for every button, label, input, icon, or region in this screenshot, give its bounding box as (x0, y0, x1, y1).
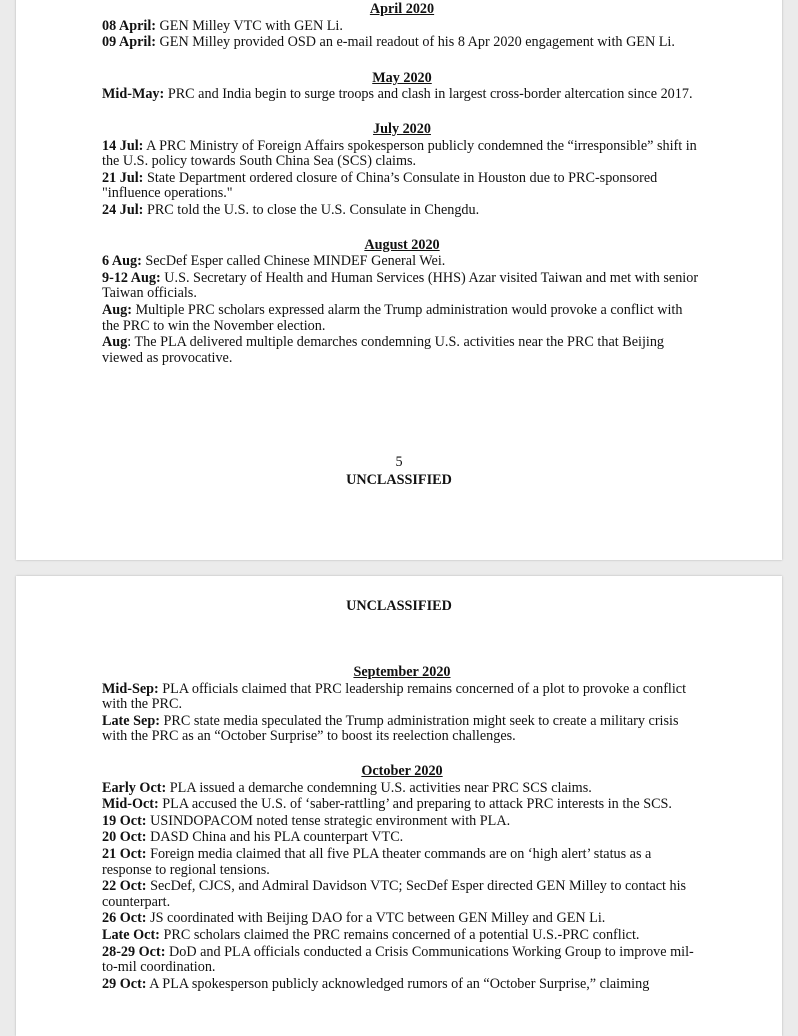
entry-text: GEN Milley provided OSD an e-mail readout of his 8 Apr 2020 engagement with GEN Li. (156, 34, 675, 51)
entry-text: PRC state media speculated the Trump administration might seek to create a military crisis with the PRC as an “October Surprise” to boost its reelection challenges. (102, 712, 679, 745)
section-july-2020 (102, 122, 702, 219)
entry-date: 6 Aug: (102, 253, 142, 270)
entry-text: Foreign media claimed that all five PLA theater commands are on ‘high alert’ status as a response to regional tensions. (102, 845, 652, 878)
timeline-entry (102, 911, 702, 927)
entry-date: 19 Oct: (102, 812, 147, 829)
entry-date: Mid-Oct: (102, 796, 159, 813)
entry-date: Aug: (102, 301, 132, 318)
timeline-entry (102, 171, 702, 202)
timeline-entry (102, 781, 702, 797)
timeline-entry (102, 847, 702, 878)
entry-text: DASD China and his PLA counterpart VTC. (146, 829, 404, 846)
timeline-entry (102, 203, 702, 219)
entry-date: 21 Jul: (102, 169, 144, 186)
entry-text: PLA accused the U.S. of ‘saber-rattling’ and preparing to attack PRC interests in the SCS. (158, 796, 672, 813)
section-april-2020 (102, 2, 702, 51)
timeline-entry (102, 87, 702, 103)
timeline-entry (102, 19, 702, 35)
timeline-entry (102, 830, 702, 846)
entry-text: PLA officials claimed that PRC leadership remains concerned of a plot to provoke a conflict with the PRC. (102, 680, 687, 713)
entry-date: 29 Oct: (102, 975, 147, 992)
entry-date: 09 April: (102, 34, 156, 51)
entry-text: GEN Milley VTC with GEN Li. (156, 17, 343, 34)
entry-text: A PRC Ministry of Foreign Affairs spokesperson publicly condemned the “irresponsible” shift in the U.S. policy towards South China Sea (SCS) claims. (102, 137, 697, 170)
section-heading: October 2020 (361, 762, 443, 779)
entry-date: 22 Oct: (102, 878, 147, 895)
page-6-body (102, 665, 702, 1011)
timeline-entry (102, 139, 702, 170)
entry-date: 20 Oct: (102, 829, 147, 846)
entry-text: PRC told the U.S. to close the U.S. Consulate in Chengdu. (143, 201, 480, 218)
timeline-entry (102, 271, 702, 302)
section-august-2020 (102, 238, 702, 367)
section-heading: April 2020 (369, 1, 435, 17)
timeline-entry (102, 814, 702, 830)
entry-text: PRC and India begin to surge troops and clash in largest cross-border altercation since 2017. (164, 86, 693, 103)
entry-text: State Department ordered closure of China’s Consulate in Houston due to PRC-sponsored "influence operations." (102, 169, 658, 202)
timeline-entry (102, 303, 702, 334)
entry-text: : The PLA delivered multiple demarches condemning U.S. activities near the PRC that Beijing viewed as provocative. (102, 334, 665, 366)
entry-text: SecDef, CJCS, and Admiral Davidson VTC; SecDef Esper directed GEN Milley to contact his counterpart. (102, 878, 687, 910)
timeline-entry (102, 879, 702, 910)
section-heading: May 2020 (372, 69, 432, 86)
entry-text: PLA issued a demarche condemning U.S. activities near PRC SCS claims. (166, 779, 592, 796)
entry-date: 14 Jul: (102, 137, 144, 154)
document-page-5 (16, 0, 782, 560)
entry-text: PRC scholars claimed the PRC remains concerned of a potential U.S.-PRC conflict. (159, 926, 640, 943)
entry-date: 9-12 Aug: (102, 269, 161, 286)
entry-date: 21 Oct: (102, 845, 147, 862)
entry-text: U.S. Secretary of Health and Human Services (HHS) Azar visited Taiwan and met with senior Taiwan officials. (102, 269, 699, 302)
timeline-entry (102, 35, 702, 51)
entry-date: Aug (102, 334, 128, 351)
entry-text: JS coordinated with Beijing DAO for a VTC between GEN Milley and GEN Li. (146, 910, 606, 927)
entry-text: USINDOPACOM noted tense strategic environment with PLA. (146, 812, 511, 829)
entry-date: 08 April: (102, 17, 156, 34)
entry-text: Multiple PRC scholars expressed alarm the Trump administration would provoke a conflict with the PRC to win the November election. (102, 301, 683, 334)
entry-text: DoD and PLA officials conducted a Crisis Communications Working Group to improve mil-to-mil coordination. (102, 943, 694, 976)
timeline-entry (102, 682, 702, 713)
section-may-2020 (102, 71, 702, 103)
section-september-2020 (102, 665, 702, 745)
entry-date: Early Oct: (102, 779, 167, 796)
entry-text: SecDef Esper called Chinese MINDEF General Wei. (141, 253, 446, 270)
section-october-2020 (102, 764, 702, 992)
timeline-entry (102, 254, 702, 270)
timeline-entry (102, 945, 702, 976)
page-number: 5 (395, 454, 403, 470)
entry-date: 28-29 Oct: (102, 943, 166, 960)
entry-date: Mid-Sep: (102, 680, 159, 697)
timeline-entry (102, 335, 702, 366)
timeline-entry (102, 714, 702, 745)
entry-date: Late Oct: (102, 926, 160, 943)
document-page-6 (16, 576, 782, 1036)
entry-text: A PLA spokesperson publicly acknowledged rumors of an “October Surprise,” claiming (146, 975, 650, 992)
section-heading: August 2020 (364, 236, 440, 253)
footer-classification: UNCLASSIFIED (346, 472, 452, 488)
timeline-entry (102, 797, 702, 813)
entry-date: Late Sep: (102, 712, 160, 729)
page-5-body (102, 2, 702, 385)
header-classification: UNCLASSIFIED (346, 598, 452, 614)
entry-date: Mid-May: (102, 86, 165, 103)
timeline-entry (102, 977, 702, 993)
section-heading: July 2020 (373, 120, 431, 137)
section-heading: September 2020 (353, 664, 451, 680)
entry-date: 24 Jul: (102, 201, 144, 218)
timeline-entry (102, 928, 702, 944)
entry-date: 26 Oct: (102, 910, 147, 927)
